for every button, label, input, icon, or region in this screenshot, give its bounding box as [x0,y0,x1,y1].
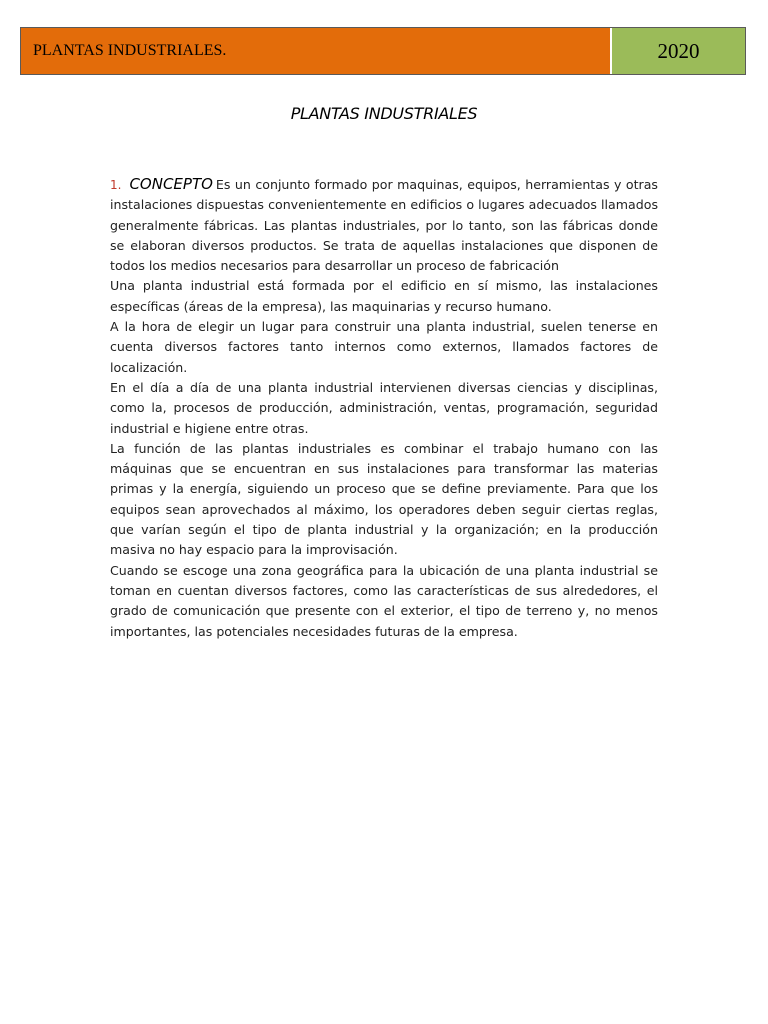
body-paragraph: La función de las plantas industriales es combinar el trabajo humano con las máquinas que se encuentran en sus instalaciones para transformar las materias primas y la energía, siguiendo un proceso que se define previamente. Para que los equipos sean aprovechados al máximo, los operadores deben seguir ciertas reglas, que varían según el tipo de planta industrial y la organización; en la producción masiva no hay espacio para la improvisación. [110,440,658,558]
section-paragraph [110,174,658,276]
section-number: 1. [110,178,122,192]
header-title: PLANTAS INDUSTRIALES. [21,28,612,74]
body-paragraph: Una planta industrial está formada por el edificio en sí mismo, las instalaciones específicas (áreas de la empresa), las maquinarias y recurso humano. [110,278,658,314]
body-paragraph: En el día a día de una planta industrial intervienen diversas ciencias y disciplinas, como la, procesos de producción, administración, ventas, programación, seguridad industrial e higiene entre otras. [110,379,658,436]
section-keyword: CONCEPTO [129,175,213,193]
document-body [110,174,658,642]
section-intro: Es un conjunto formado por maquinas, equipos, herramientas y otras instalaciones dispuestas convenientemente en edificios o lugares adecuados llamados generalmente fábricas. Las plantas industriales, por lo tanto, son las fábricas donde se elaboran diversos productos. Se trata de aquellas instalaciones que disponen de todos los medios necesarios para desarrollar un proceso de fabricación [110,177,658,274]
document-title: PLANTAS INDUSTRIALES [290,104,478,123]
body-paragraph: Cuando se escoge una zona geográfica para la ubicación de una planta industrial se toman en cuentan diversos factores, como las características de sus alrededores, el grado de comunicación que presente con el exterior, el tipo de terreno y, no menos importantes, las potenciales necesidades futuras de la empresa. [110,562,658,639]
document-header [20,27,746,75]
body-paragraph: A la hora de elegir un lugar para construir una planta industrial, suelen tenerse en cuenta diversos factores tanto internos como externos, llamados factores de localización. [110,319,658,375]
header-year: 2020 [612,28,745,74]
